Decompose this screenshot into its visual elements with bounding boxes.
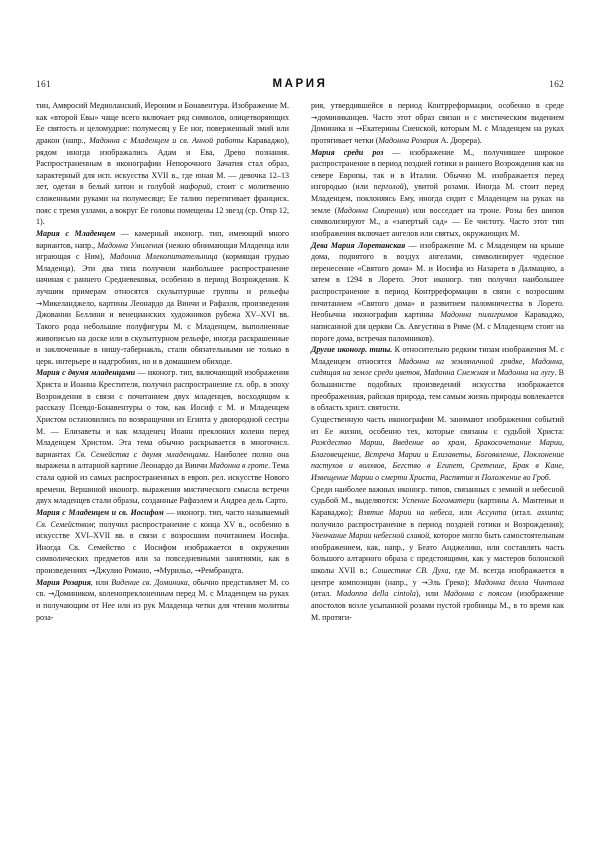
cross-reference-arrow-icon: → [48, 589, 55, 599]
work-title: Сошествие СВ. Духа [372, 566, 449, 575]
work-title: Видение св. Доминика [111, 577, 188, 587]
dictionary-entry: Мария с Младенцем — камерный иконогр. тип, имеющий много вариантов, напр., Мадонна Умиления (нежно обнимающая Младенца или играющая с Ним), Мадонна Млекопитательница (кормящая грудью Младенца). Эти два типа получили наибольшее распространение начиная с раннего Средневековья, особенно в период Возрождения. К лучшим примерам относятся скульптурные группы и рельефы →Микеланджело, картины Леонардо да Винчи и Рафаэля, произведения Джованни Беллини и венецианских художников рубежа XV–XVI вв. Такого рода небольшие полуфигуры М. с Младенцем, выполненные живописью на доске или в скульптурном рельефе, иногда раскрашенные и заключенные в нишу-табернакль, стали обязательными не только в церк. интерьере и надгробиях, но и в домашнем обиходе. [36, 228, 289, 366]
cross-reference-arrow-icon: → [194, 566, 201, 575]
work-title: Мадонна на земляничной грядке [398, 356, 523, 366]
work-title: Ассунта [477, 507, 507, 517]
work-title: Рождество Марии [311, 438, 383, 448]
work-title: Извещение Марии о смерти Христа [311, 473, 436, 482]
work-title: перголой [373, 182, 404, 192]
entry-term: Другие иконогр. типы. [311, 345, 393, 355]
body-paragraph: тин, Амвросий Медиоланский, Иероним и Бонавентура. Изображение М. как «второй Евы» чаще всего включает ряд символов, олицетворяющих Ее святость и целомудрие: полумесяц у Ее ног, поверженный змий или дракон (напр., Мадонна с Младенцем и св. Анной работы Караваджо), рядом иногда изображались Адам и Ева, Древо познания. Распространенным в иконографии Непорочного Зачатия стал образ, характерный для исп. искусства XVII в., где юная М. — девочка 12–13 лет, одетая в белый хитон и голубой мафорий, стоит с молитвенно сложенными руками на полумесяце; Ее талию перетягивает франциск. пояс с тремя узлами, а вокруг Ее головы помещены 12 звезд (ср. Откр 12, 1). [36, 101, 289, 227]
work-title: Мадонна Снежная [423, 368, 489, 378]
work-title: Мадонна Млекопитательница [109, 252, 218, 262]
work-title: Мадонна Смирения [337, 205, 407, 215]
folio-left: 161 [36, 80, 51, 90]
body-paragraph: Среди наиболее важных иконогр. типов, связанных с земной и небесной судьбой М., выделяются: Успение Богоматери (картины А. Мантеньи и Караваджо); Взятие Марии на небеса, или Ассунта (итал. assunta; получило распространение в период поздней готики и Возрождения); Увенчание Марии небесной славой, которое могло быть самостоятельным изображением, как, напр., у Беато Анджелико, или составлять часть большого алтарного образа с предстоящими, как у мастеров болонской школы XVII в.; Сошествие СВ. Духа, где М. всегда изображается в центре композиции (напр., у →Эль Греко); Мадонна делла Чинтола (итал. Madonna della cintola), или Мадонна с поясом (изображение апостолов возле усыпанной розами пустой гробницы М., в то время как М. протяги- [311, 484, 565, 622]
work-title: Благовещение [311, 449, 360, 459]
cross-reference-arrow-icon: → [89, 566, 96, 575]
dictionary-entry: Дева Мария Лоретанская — изображение М. с Младенцем на крыше дома, поднятого в воздух ангелами, символизирует чудесное перенесение «Святого дома» М. и Иосифа из Назарета в Далмацию, а затем в 1294 в Лорето. Этот иконогр. тип получил наибольшее распространение в период Контрреформации в связи с возросшим почитанием «Святого дома» и развитием паломничества в Лорето. Необычна иконография картины Мадонна пилигримов Караваджо, написанной для церкви Св. Августина в Риме (М. с Младенцем стоят на пороге дома, встречая паломников). [311, 240, 565, 343]
entry-term: Мария среди роз [311, 147, 384, 157]
work-title: Брак в Кане [512, 461, 562, 471]
work-title: Распятие [439, 473, 474, 482]
two-column-body [36, 100, 564, 623]
work-title: Сретение [470, 461, 505, 471]
body-paragraph: Существенную часть иконографии М. занимают изображения событий из Ее жизни, особенно тех, которые связаны с судьбой Христа: Рождество Марии, Введение во храм, Бракосочетание Марии, Благовещение, Встреча Марии и Елизаветы, Богоявление, Поклонение пастухов и волхвов, Бегство в Египет, Сретение, Брак в Кане, Извещение Марии о смерти Христа, Распятие и Положение во Гроб. [311, 414, 565, 482]
dictionary-entry: Другие иконогр. типы. К относительно редким типам изображения М. с Младенцем относятся Мадонна на земляничной грядке, Мадонна, сидящая на земле среди цветов, Мадонна Снежная и Мадонна на лугу. В большинстве подобных произведений искусства изображается преображенная, райская природа, тем самым жизнь природы вовлекается в область христ. святости. [311, 345, 564, 413]
work-title: мафорий [179, 182, 211, 192]
work-title: Мадонна с Младенцем и св. Анной работы [89, 135, 244, 145]
column-right [311, 100, 564, 623]
body-paragraph: рия, утвердившейся в период Контрреформации, особенно в среде →доминиканцев. Часто этот образ связан и с мистическим видением Доминика и →Екатерины Сиенской, которым М. с Младенцем на руках протягивает четки (Мадонна Розария А. Дюрера). [311, 101, 564, 145]
cross-reference-arrow-icon: → [153, 566, 160, 575]
entry-term: Мария с Младенцем [36, 228, 116, 238]
work-title: Поклонение пастухов и волхвов [311, 449, 564, 471]
folio-right: 162 [549, 80, 564, 90]
entry-term: Дева Мария Лоретанская [311, 240, 406, 250]
work-title: Мадонна в гроте [209, 461, 269, 471]
dictionary-entry: Мария с двумя младенцами — иконогр. тип, включающий изображения Христа и Иоанна Крестителя, получил распространение гл. обр. в эпоху Возрождения в связи с почитанием двух младенцев, восходящим к рассказу Псевдо-Бонавентуры о том, как Иосиф с М. и Младенцем Христом остановились по возвращении из Египта у двоюродной сестры М. — Елизаветы и как младенец Иоанн преклонил колени перед Младенцем Христом. Эта тема обычно раскрывается в многочисл. вариантах Св. Семейства с двумя младенцами. Наиболее полно она выражена в алтарной картине Леонардо да Винчи Мадонна в гроте. Тема стала одной из самых распространенных в европ. рел. искусстве Нового времени. Вершиной иконогр. выражения мистического смысла встречи двух младенцев стали образы, созданные Рафаэлем и Андреа дель Сарто. [36, 368, 289, 506]
work-title: Мадонна, сидящая на земле среди цветов [311, 356, 564, 378]
work-title: Положение во Гроб [481, 473, 549, 482]
work-title: Взятие Марии на небеса [358, 507, 453, 517]
work-title: Бегство в Египет [392, 461, 463, 471]
work-title: Мадонна Розария [378, 135, 439, 145]
cross-reference-arrow-icon: → [355, 124, 363, 134]
cross-reference-arrow-icon: → [36, 298, 43, 308]
entry-term: Мария с двумя младенцами [36, 368, 136, 378]
work-title: Св. Семейства с двумя младенцами [75, 449, 208, 459]
dictionary-entry: Мария Розария, или Видение св. Доминика, обычно представляет М. со св. →Домиником, коленопреклоненным перед М. с Младенцем на руках и получающим от Нее или из рук Младенца четки для чтения молитвы роза- [36, 577, 290, 622]
cross-reference-arrow-icon: → [311, 112, 318, 122]
work-title: assunta [537, 507, 562, 517]
work-title: Увенчание Марии небесной славой [311, 531, 430, 541]
work-title: Madonna della cintola [336, 589, 416, 599]
entry-term: Мария Розария [36, 577, 91, 587]
work-title: Мадонна с поясом [443, 589, 512, 599]
work-title: Успение Богоматери [401, 496, 475, 506]
work-title: Св. Семейством [36, 519, 94, 529]
work-title: Бракосочетание Марии [474, 438, 562, 448]
cross-reference-arrow-icon: → [421, 577, 428, 587]
work-title: Богоявление [475, 449, 518, 459]
work-title: Встреча Марии и Елизаветы [364, 449, 471, 459]
dictionary-entry: Мария среди роз — изображение М., получившее широкое распространение в период поздней готики и раннего Возрождения как на севере Европы, так и в Италии. Обычно М. изображается перед изгородью (или перголой), увитой розами. Иногда М. стоит перед Младенцем, поклоняясь Ему, иногда сидит с Младенцем на руках на земле (Мадонна Смирения) или восседает на троне. Розы без шипов символизируют М., а «запертый сад» — Ее чистоту. Часто этот тип изображения включает ангелов или святых, окружающих М. [311, 147, 564, 238]
work-title: Введение во храм [392, 438, 465, 448]
work-title: Мадонна пилигримов [440, 310, 518, 320]
page-title: МАРИЯ [272, 78, 328, 90]
work-title: Мадонна делла Чинтола [474, 577, 564, 587]
column-left [36, 100, 289, 623]
work-title: Мадонна на лугу [497, 368, 555, 378]
work-title: Мадонна Умиления [97, 240, 164, 250]
running-head [36, 78, 564, 94]
dictionary-entry: Мария с Младенцем и св. Иосифом — иконогр. тип, часто называемый Св. Семейством; получил распространение с конца XV в., особенно в искусстве XVI–XVII вв. в связи с возросшим почитанием Иосифа. Иногда Св. Семейство с Иосифом изображается в окружении символических предметов или за повседневными занятиями, как в произведениях →Джулио Романо, →Мурильо, →Рембрандта. [36, 507, 290, 575]
entry-term: Мария с Младенцем и св. Иосифом [36, 507, 164, 517]
